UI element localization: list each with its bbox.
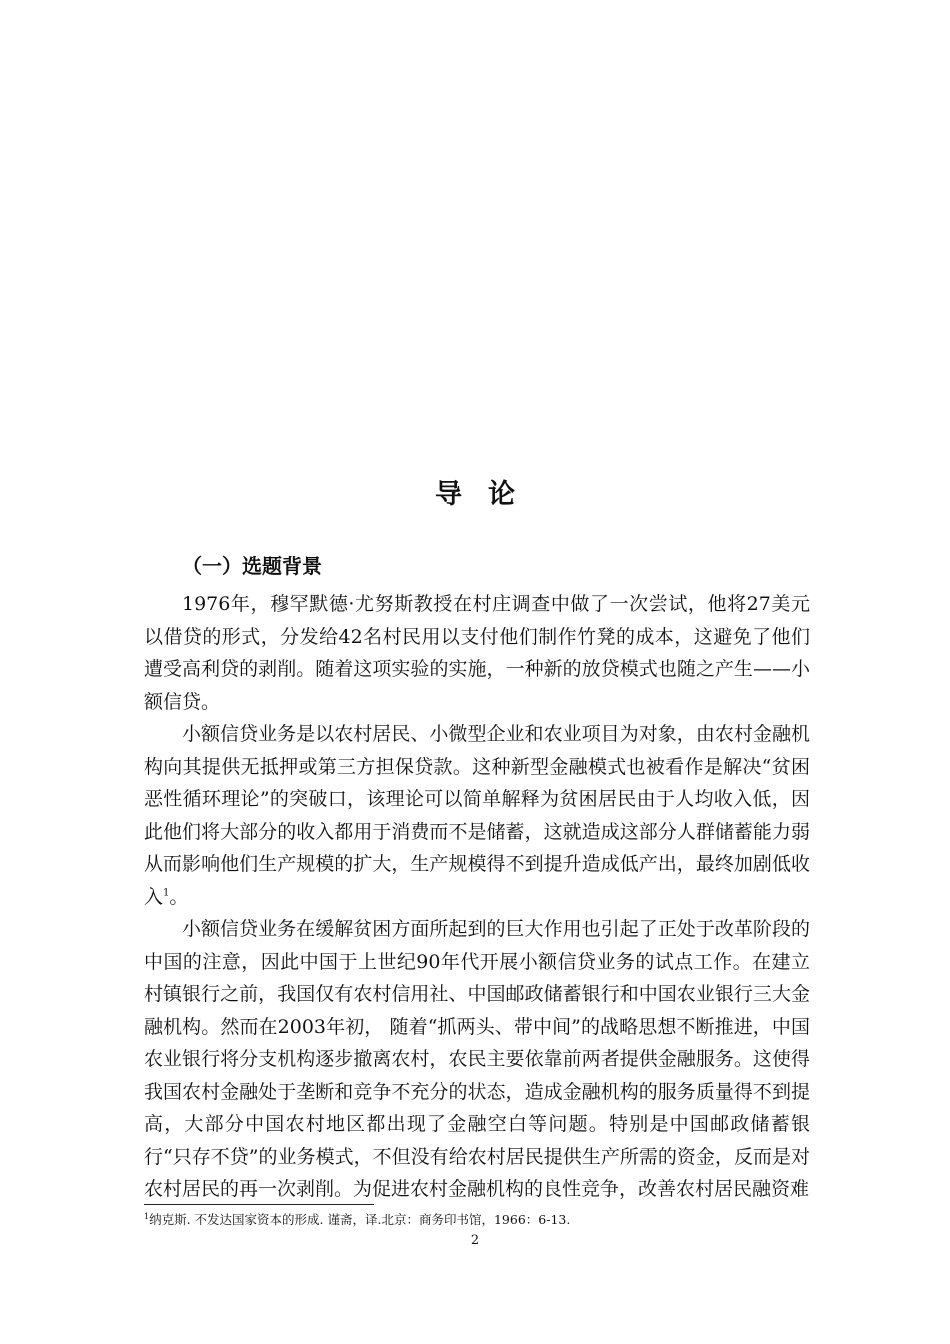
footnote-marker: 1 bbox=[144, 1211, 150, 1221]
paragraph bbox=[144, 718, 810, 913]
footnote-reference[interactable]: 1 bbox=[163, 887, 170, 899]
section-heading: （一）选题背景 bbox=[182, 554, 322, 578]
paragraph bbox=[144, 588, 810, 718]
page-number: 2 bbox=[470, 1233, 480, 1248]
body-text bbox=[144, 588, 810, 1206]
footnote-divider bbox=[144, 1204, 374, 1205]
page-title: 导论 bbox=[435, 479, 541, 510]
paragraph-tail: 。 bbox=[169, 885, 189, 908]
paragraph bbox=[144, 913, 810, 1206]
footnote-text: 纳克斯. 不发达国家资本的形成. 谨斋，译.北京：商务印书馆，1966：6-13. bbox=[149, 1212, 571, 1227]
paragraph-text: 小额信贷业务是以农村居民、小微型企业和农业项目为对象，由农村金融机构向其提供无抵押或第三方担保贷款。这种新型金融模式也被看作是解决“贫困恶性循环理论”的突破口，该理论可以简单解释为贫困居民由于人均收入低，因此他们将大部分的收入都用于消费而不是储蓄，这就造成这部分人群储蓄能力弱从而影响他们生产规模的扩大，生产规模得不到提升造成低产出，最终加剧低收入 bbox=[144, 723, 810, 908]
paragraph-text: 1976年，穆罕默德·尤努斯教授在村庄调查中做了一次尝试，他将27美元以借贷的形式，分发给42名村民用以支付他们制作竹凳的成本，这避免了他们遭受高利贷的剥削。随着这项实验的实施，一种新的放贷模式也随之产生——小额信贷。 bbox=[144, 593, 810, 713]
footnote bbox=[144, 1211, 810, 1229]
paragraph-text: 小额信贷业务在缓解贫困方面所起到的巨大作用也引起了正处于改革阶段的中国的注意，因此中国于上世纪90年代开展小额信贷业务的试点工作。在建立村镇银行之前，我国仅有农村信用社、中国邮政储蓄银行和中国农业银行三大金融机构。然而在2003年初， 随着“抓两头、带中间”的战略思想不断推进，中国农业银行将分支机构逐步撤离农村，农民主要依靠前两者提供金融服务。这使得我国农村金融处于垄断和竞争不充分的状态，造成金融机构的服务质量得不到提高，大部分中国农村地区都出现了金融空白等问题。特别是中国邮政储蓄银行“只存不贷”的业务模式，不但没有给农村居民提供生产所需的资金，反而是对农村居民的再一次剥削。为促进农村金融机构的良性竞争，改善农村居民融资难 bbox=[144, 918, 810, 1200]
